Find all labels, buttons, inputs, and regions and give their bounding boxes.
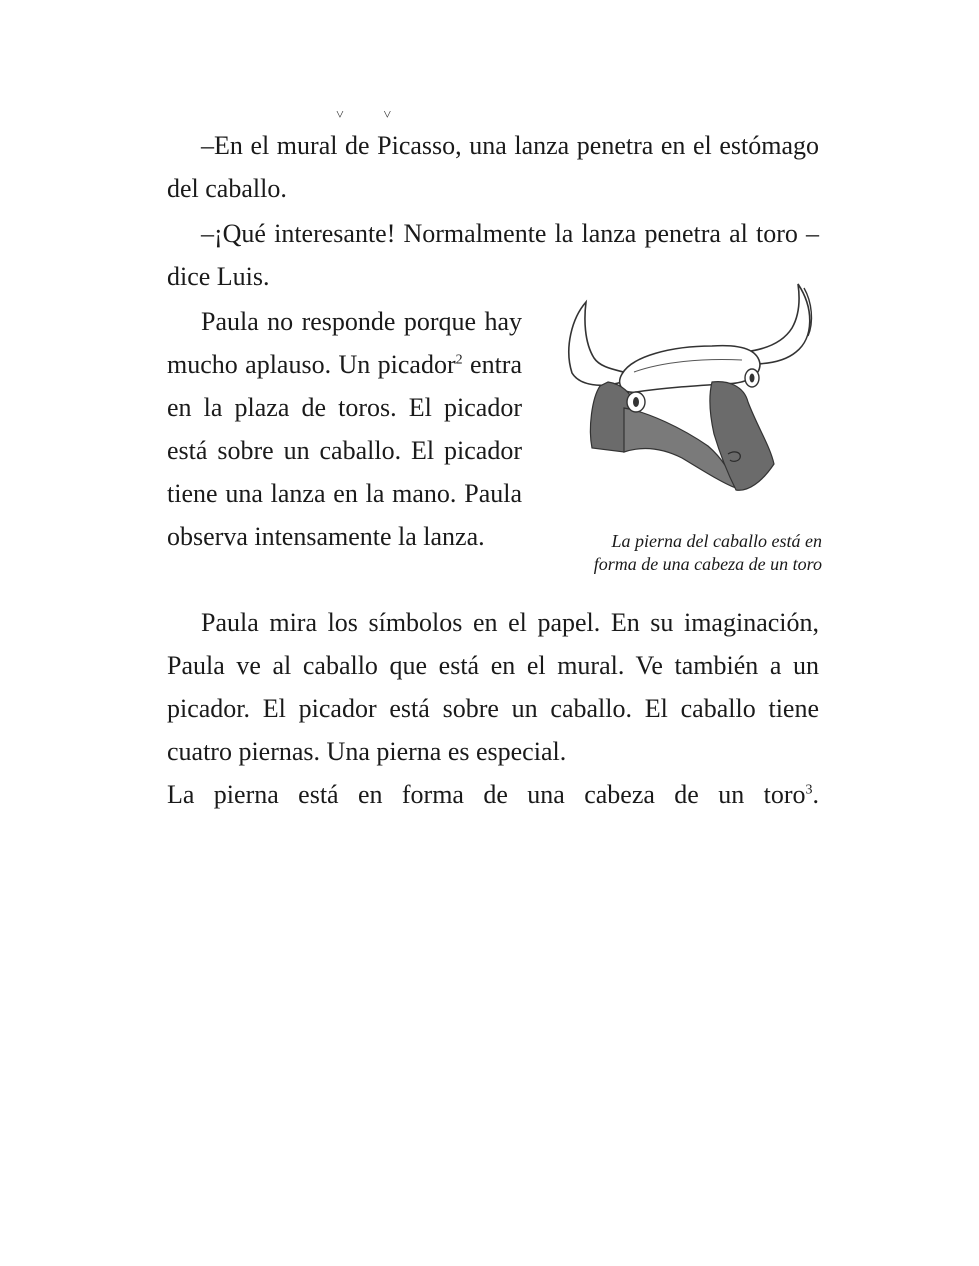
paragraph-imaginacion [167, 601, 819, 816]
paragraph-picador [167, 300, 522, 558]
paragraph-imaginacion-period: . [812, 780, 819, 809]
paragraph-picador-text-a: Paula no responde porque hay mucho aplauso. Un picador [167, 307, 522, 379]
paragraph-imaginacion-body: Paula mira los símbolos en el papel. En su imaginación, Paula ve al caballo que está en el mural. Ve también a un picador. El picador está sobre un caballo. El caballo tiene cuatro piernas. Una pierna es especial. [167, 608, 819, 766]
footnote-ref-2: 2 [455, 352, 463, 368]
footnote-ref-3: 3 [805, 782, 813, 798]
figure-caption [534, 530, 822, 576]
paragraph-imaginacion-last-text: La pierna está en forma de una cabeza de un toro [167, 780, 806, 809]
page-header-marks: ˅ ˅ [336, 108, 410, 123]
bull-head-leg-illustration-icon [552, 278, 822, 528]
paragraph-mural: –En el mural de Picasso, una lanza penetra en el estómago del caballo. [167, 131, 819, 203]
paragraph-interesante: –¡Qué interesante! Normalmente la lanza penetra al toro –dice Luis. [167, 219, 819, 291]
figure-caption-line1: La pierna del caballo está en [611, 531, 822, 551]
paragraph-picador-text-b: entra en la plaza de toros. El picador está sobre un caballo. El picador tiene una lanza en la mano. Paula observa intensamente la lanza. [167, 350, 522, 551]
figure-caption-line2: forma de una cabeza de un toro [593, 554, 822, 574]
paragraph-imaginacion-last-line [167, 773, 819, 816]
